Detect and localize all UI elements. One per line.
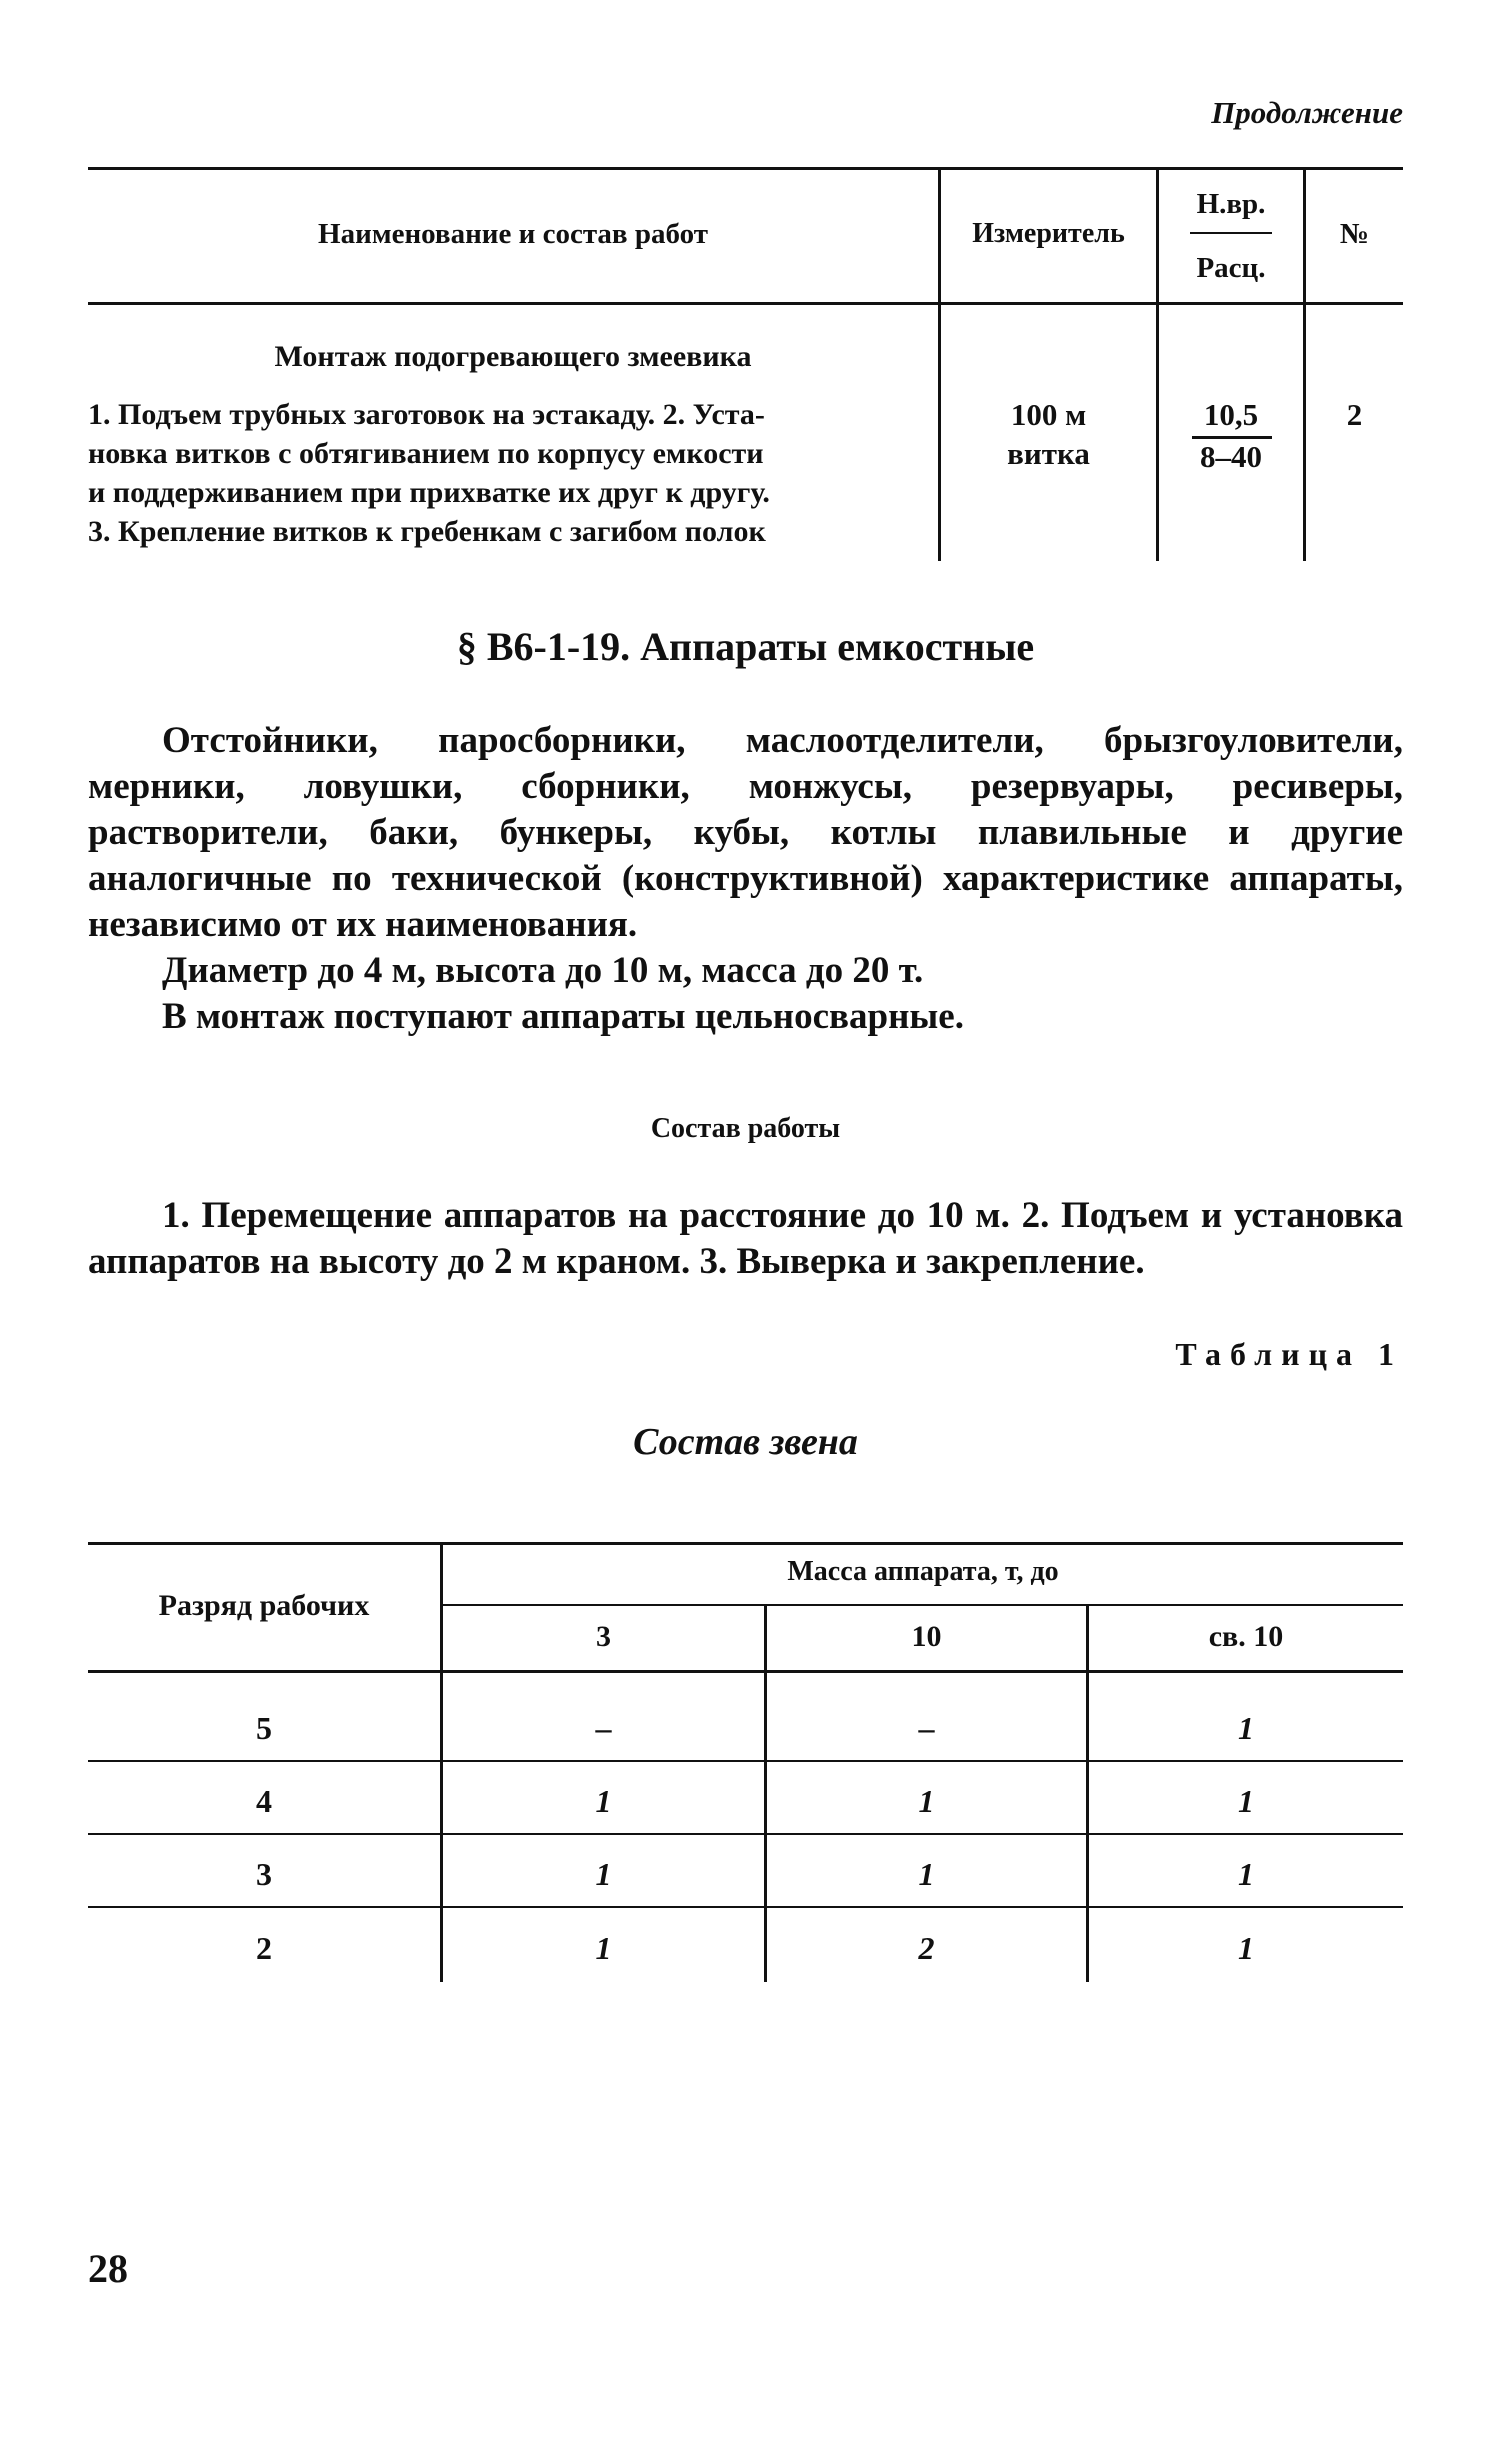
table-cell: – [595,1710,612,1746]
table-row-rank: 4 [256,1783,272,1819]
table-cell: 1 [1238,1930,1254,1966]
table-cell: 1 [1238,1783,1254,1819]
table-rule-top [88,1542,1403,1545]
header-unit: Измеритель [972,218,1125,249]
table-rule-header [88,302,1403,305]
table-label: Таблица 1 [1175,1336,1403,1372]
table-rule-row [88,1760,1403,1762]
continuation-label: Продолжение [1211,95,1403,130]
row-rate: 8–40 [1200,439,1262,474]
table-rule-header [88,1670,1403,1673]
header-name: Наименование и состав работ [318,218,708,250]
column-header: 10 [911,1620,942,1653]
row-title: Монтаж подогревающего змеевика [274,340,752,373]
work-text: 1. Перемещение аппаратов на расстояние до 10 м. 2. Подъем и установка аппаратов на высоту до 2 м краном. 3. Выверка и закрепление. [88,1195,1403,1282]
mass-header: Масса аппарата, т, до [787,1556,1059,1587]
table-row-rank: 5 [256,1710,272,1746]
row-description: 1. Подъем трубных заготовок на эстакаду. 2. Уста- новка витков с обтягиванием по корпусу емкости и поддерживанием при прихватке их друг к другу. 3. Крепление витков к гребенкам с загибом полок [88,398,770,548]
row-number: 2 [1346,397,1363,432]
table-cell: 1 [595,1856,612,1892]
table-cell: 1 [595,1930,612,1966]
section-title: § В6-1-19. Аппараты емкостные [456,624,1035,669]
table-cell: 1 [595,1783,612,1819]
table-rule-sub [443,1604,1403,1606]
table-cell: 1 [918,1783,935,1819]
table-cell: – [918,1710,935,1746]
table-rule-top [88,167,1403,170]
header-number: № [1339,218,1370,250]
header-rate: Расц. [1196,252,1266,284]
table-title: Состав звена [633,1421,858,1463]
column-header: св. 10 [1208,1620,1284,1653]
paragraph: В монтаж поступают аппараты цельносварные. [162,996,964,1037]
table-cell: 1 [1238,1856,1254,1892]
table-cell: 2 [918,1930,935,1966]
row-unit: 100 м витка [1007,397,1090,471]
table-cell: 1 [918,1856,935,1892]
work-title: Состав работы [650,1113,841,1144]
description-text [88,718,1403,1040]
table-cell: 1 [1238,1710,1254,1746]
fraction-bar [1190,232,1272,234]
page-number: 28 [88,2246,128,2291]
table-row-rank: 2 [256,1930,272,1966]
row-norm-time: 10,5 [1203,397,1259,432]
table-divider [1156,167,1159,561]
paragraph: Диаметр до 4 м, высота до 10 м, масса до 20 т. [162,950,924,991]
table-rule-row [88,1906,1403,1908]
table-rule-row [88,1833,1403,1835]
column-header: 3 [596,1620,611,1653]
table-row-rank: 3 [256,1856,272,1892]
table-divider [440,1542,443,1982]
paragraph: Отстойники, паросборники, маслоотделители, брызгоуловители, мерники, ловушки, сборники, монжусы, резервуары, ресиверы, растворители, баки, бункеры, кубы, котлы плавильные и другие аналогичные по технической (конструктивной) характеристике аппараты, независимо от их наименования. [88,720,1403,945]
header-norm-time: Н.вр. [1196,188,1266,220]
rank-header: Разряд рабочих [158,1589,370,1622]
